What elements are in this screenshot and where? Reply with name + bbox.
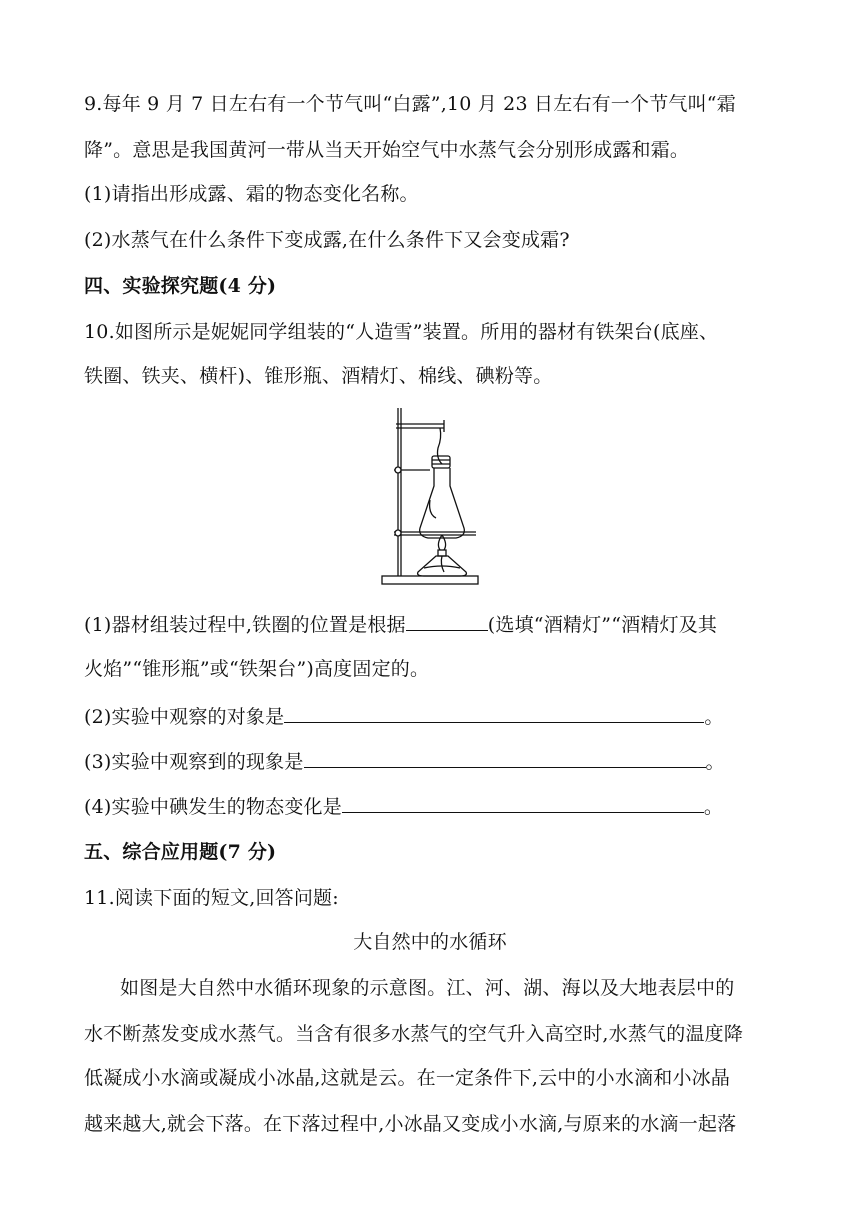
q11-article-title: 大自然中的水循环 — [353, 931, 507, 953]
q10-sub-4 — [84, 792, 784, 821]
q11-paragraph-line-2: 水不断蒸发变成水蒸气。当含有很多水蒸气的空气升入高空时,水蒸气的温度降 — [84, 1023, 744, 1045]
q10-line-2: 铁圈、铁夹、横杆)、锥形瓶、酒精灯、棉线、碘粉等。 — [84, 365, 553, 387]
q9-sub-1: (1)请指出形成露、霜的物态变化名称。 — [84, 183, 419, 205]
q10-sub-1-line-1 — [84, 610, 784, 639]
q11-intro: 11.阅读下面的短文,回答问题: — [84, 887, 339, 909]
q10-sub-1-line-2: 火焰”“锥形瓶”或“铁架台”)高度固定的。 — [84, 658, 430, 680]
conical-flask — [420, 468, 465, 538]
q10-sub-3 — [84, 747, 784, 776]
q9-line-1: 9.每年 9 月 7 日左右有一个节气叫“白露”,10 月 23 日左右有一个节气叫“霜 — [84, 93, 736, 115]
q11-paragraph-line-3: 低凝成小水滴或凝成小冰晶,这就是云。在一定条件下,云中的小水滴和小冰晶 — [84, 1067, 731, 1089]
q10-sub-4-period: 。 — [703, 796, 724, 818]
q10-sub-2-text: (2)实验中观察的对象是 — [84, 706, 285, 728]
q10-sub-3-answer-blank[interactable] — [304, 747, 706, 768]
cotton-string — [438, 428, 443, 464]
q10-sub-3-text: (3)实验中观察到的现象是 — [84, 751, 304, 773]
section-4-heading: 四、实验探究题(4 分) — [84, 275, 277, 297]
q9-line-2: 降”。意思是我国黄河一带从当天开始空气中水蒸气会分别形成露和霜。 — [84, 139, 690, 161]
q11-paragraph-line-4: 越来越大,就会下落。在下落过程中,小冰晶又变成小水滴,与原来的水滴一起落 — [84, 1113, 737, 1135]
q10-sub-4-answer-blank[interactable] — [342, 792, 704, 813]
stand-base — [382, 576, 478, 584]
q11-paragraph-line-1: 如图是大自然中水循环现象的示意图。江、河、湖、海以及大地表层中的 — [120, 977, 735, 999]
q10-sub-1-text-a: (1)器材组装过程中,铁圈的位置是根据 — [84, 614, 406, 636]
artificial-snow-apparatus-figure — [380, 404, 480, 590]
q10-sub-4-text: (4)实验中碘发生的物态变化是 — [84, 796, 342, 818]
q10-sub-1-answer-blank[interactable] — [406, 610, 488, 631]
q10-sub-2-period: 。 — [704, 706, 724, 728]
q10-sub-2-answer-blank[interactable] — [284, 702, 704, 723]
flame — [438, 535, 445, 550]
q10-sub-2 — [84, 702, 784, 731]
q10-line-1: 10.如图所示是妮妮同学组装的“人造雪”装置。所用的器材有铁架台(底座、 — [84, 321, 719, 343]
q10-sub-3-period: 。 — [705, 751, 725, 773]
q9-sub-2: (2)水蒸气在什么条件下变成露,在什么条件下又会变成霜? — [84, 229, 570, 251]
q10-sub-1-text-b: (选填“酒精灯”“酒精灯及其 — [487, 614, 718, 636]
section-5-heading: 五、综合应用题(7 分) — [84, 841, 277, 863]
